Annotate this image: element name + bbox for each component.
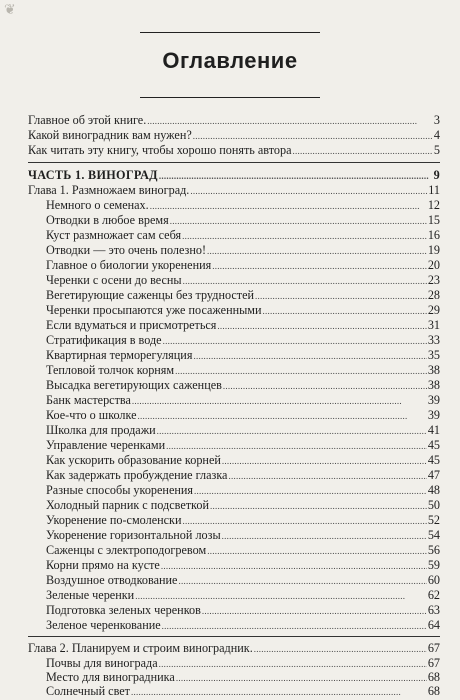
- toc-entry-page: 11: [428, 183, 440, 197]
- toc-entry-page: 56: [427, 543, 440, 557]
- toc-entry-page: 15: [427, 213, 440, 227]
- toc-entry-title: Зеленые черенки: [46, 588, 135, 602]
- toc-entry: [28, 468, 440, 483]
- toc-entry-page: 29: [427, 303, 440, 317]
- chapter-separator: [28, 636, 440, 637]
- toc-entry-page: 60: [427, 573, 440, 587]
- toc-part-title: ЧАСТЬ 1. ВИНОГРАД: [28, 168, 158, 182]
- toc-entry: [28, 348, 440, 363]
- title-bottom-rule: [140, 97, 320, 98]
- toc-entry-title: Главное об этой книге.: [28, 113, 147, 127]
- toc-entry-title: Место для виноградника: [46, 670, 175, 684]
- toc-entry: [28, 423, 440, 438]
- toc-entry-page: 64: [427, 618, 440, 632]
- toc-entry: [28, 573, 440, 588]
- toc-entry-page: 38: [427, 363, 440, 377]
- toc-entry-title: Подготовка зеленых черенков: [46, 603, 201, 617]
- toc-entry: [28, 303, 440, 318]
- toc-entry-page: 39: [427, 408, 440, 422]
- toc-entry-page: 68: [427, 684, 440, 698]
- toc-entry-page: 45: [427, 438, 440, 452]
- toc-entry-title: Тепловой толчок корням: [46, 363, 175, 377]
- toc-entry-title: Школка для продажи: [46, 423, 156, 437]
- toc-entry-title: Главное о биологии укоренения: [46, 258, 212, 272]
- toc-entry-page: 35: [427, 348, 440, 362]
- toc-entry-page: 19: [427, 243, 440, 257]
- toc-entry-title: Зеленое черенкование: [46, 618, 161, 632]
- toc-entry: [28, 273, 440, 288]
- toc-entry: [28, 483, 440, 498]
- toc-entry-page: 33: [427, 333, 440, 347]
- toc-entry: [28, 243, 440, 258]
- toc-entry: [28, 288, 440, 303]
- toc-entry-page: 4: [433, 128, 440, 142]
- toc-entry-page: 48: [427, 483, 440, 497]
- toc-entry-page: 41: [427, 423, 440, 437]
- toc-entry-page: 63: [427, 603, 440, 617]
- toc-entry: [28, 543, 440, 558]
- toc-entry-page: 31: [427, 318, 440, 332]
- toc-entry-page: 47: [427, 468, 440, 482]
- section-separator: [28, 162, 440, 163]
- toc-entry-title: Укоренение по-смоленски: [46, 513, 182, 527]
- toc-entry: [28, 393, 440, 408]
- toc-entry: [28, 498, 440, 513]
- toc-chapter-2: [28, 641, 440, 656]
- corner-ornament-icon: ❦: [4, 2, 16, 18]
- toc-entry-intro-2: [28, 128, 440, 143]
- toc-entry-page: 28: [427, 288, 440, 302]
- toc-entry-page: 54: [427, 528, 440, 542]
- toc-entry-title: Разные способы укоренения: [46, 483, 194, 497]
- toc-entry-title: Холодный парник с подсветкой: [46, 498, 209, 512]
- toc-entry-page: 9: [433, 168, 440, 182]
- toc-entry: [28, 670, 440, 685]
- toc-entry-intro-1: [28, 113, 440, 128]
- toc-entry-title: Немного о семенах.: [46, 198, 149, 212]
- toc-chapter-title: Глава 2. Планируем и строим виноградник.: [28, 641, 253, 655]
- toc-entry-title: Куст размножает сам себя: [46, 228, 182, 242]
- toc-entry-title: Черенки просыпаются уже посаженными: [46, 303, 262, 317]
- toc-entry-title: Как задержать пробуждение глазка: [46, 468, 228, 482]
- toc-entry-title: Почвы для винограда: [46, 656, 158, 670]
- toc-entry-page: 68: [427, 670, 440, 684]
- toc-entry: [28, 258, 440, 273]
- toc-entry: [28, 558, 440, 573]
- toc-chapter-title: Глава 1. Размножаем виноград.: [28, 183, 190, 197]
- toc-entry-title: Управление черенками: [46, 438, 166, 452]
- toc-entry: [28, 528, 440, 543]
- toc-entry: [28, 198, 440, 213]
- toc-entry-page: 59: [427, 558, 440, 572]
- toc-entry: [28, 363, 440, 378]
- toc-entry-page: 67: [427, 641, 440, 655]
- toc-entry-title: Высадка вегетирующих саженцев: [46, 378, 222, 392]
- toc-entry-page: 50: [427, 498, 440, 512]
- toc-entry-title: Квартирная терморегуляция: [46, 348, 193, 362]
- toc-entry-page: 12: [427, 198, 440, 212]
- toc-entry-title: Черенки с осени до весны: [46, 273, 182, 287]
- toc-entry: [28, 228, 440, 243]
- toc-entry-page: 62: [427, 588, 440, 602]
- title-top-rule: [140, 32, 320, 33]
- toc-entry: [28, 684, 440, 699]
- toc-part-1: [28, 168, 440, 183]
- toc-entry-page: 67: [427, 656, 440, 670]
- toc-entry-page: 16: [427, 228, 440, 242]
- toc-entry-intro-3: [28, 143, 440, 158]
- toc-entry: [28, 213, 440, 228]
- toc-entry-page: 45: [427, 453, 440, 467]
- toc-entry-page: 23: [427, 273, 440, 287]
- toc-entry-title: Вегетирующие саженцы без трудностей: [46, 288, 255, 302]
- toc-entry: [28, 618, 440, 633]
- toc-entry: [28, 453, 440, 468]
- toc-chapter-1: [28, 183, 440, 198]
- toc-entry-title: Как ускорить образование корней: [46, 453, 221, 467]
- toc-entry-title: Укоренение горизонтальной лозы: [46, 528, 221, 542]
- toc-entry: [28, 318, 440, 333]
- toc-entry-title: Какой виноградник вам нужен?: [28, 128, 192, 142]
- toc-entry-title: Как читать эту книгу, чтобы хорошо понять автора: [28, 143, 292, 157]
- toc-entry-title: Отводки в любое время: [46, 213, 169, 227]
- toc-entry-title: Воздушное отводкование: [46, 573, 178, 587]
- toc-entry-title: Банк мастерства: [46, 393, 131, 407]
- toc-entry-page: 39: [427, 393, 440, 407]
- toc-entry: [28, 378, 440, 393]
- toc-entry: [28, 438, 440, 453]
- page-title: Оглавление: [162, 48, 298, 73]
- toc-entry-title: Кое-что о школке: [46, 408, 137, 422]
- toc-entry-title: Корни прямо на кусте: [46, 558, 160, 572]
- toc-entry-page: 38: [427, 378, 440, 392]
- toc-entry: [28, 513, 440, 528]
- toc-entry: [28, 656, 440, 671]
- toc-entry-title: Солнечный свет: [46, 684, 131, 698]
- toc-entry-title: Если вдуматься и присмотреться: [46, 318, 217, 332]
- toc-entry-title: Отводки — это очень полезно!: [46, 243, 207, 257]
- toc-entry-page: 3: [433, 113, 440, 127]
- toc-entry: [28, 333, 440, 348]
- toc-entry: [28, 588, 440, 603]
- toc-entry: [28, 603, 440, 618]
- toc-entry-title: Саженцы с электроподогревом: [46, 543, 207, 557]
- toc-entry-page: 5: [433, 143, 440, 157]
- toc-entry-title: Стратификация в воде: [46, 333, 162, 347]
- toc-entry-page: 52: [427, 513, 440, 527]
- toc-entry: [28, 408, 440, 423]
- toc-entry-page: 20: [427, 258, 440, 272]
